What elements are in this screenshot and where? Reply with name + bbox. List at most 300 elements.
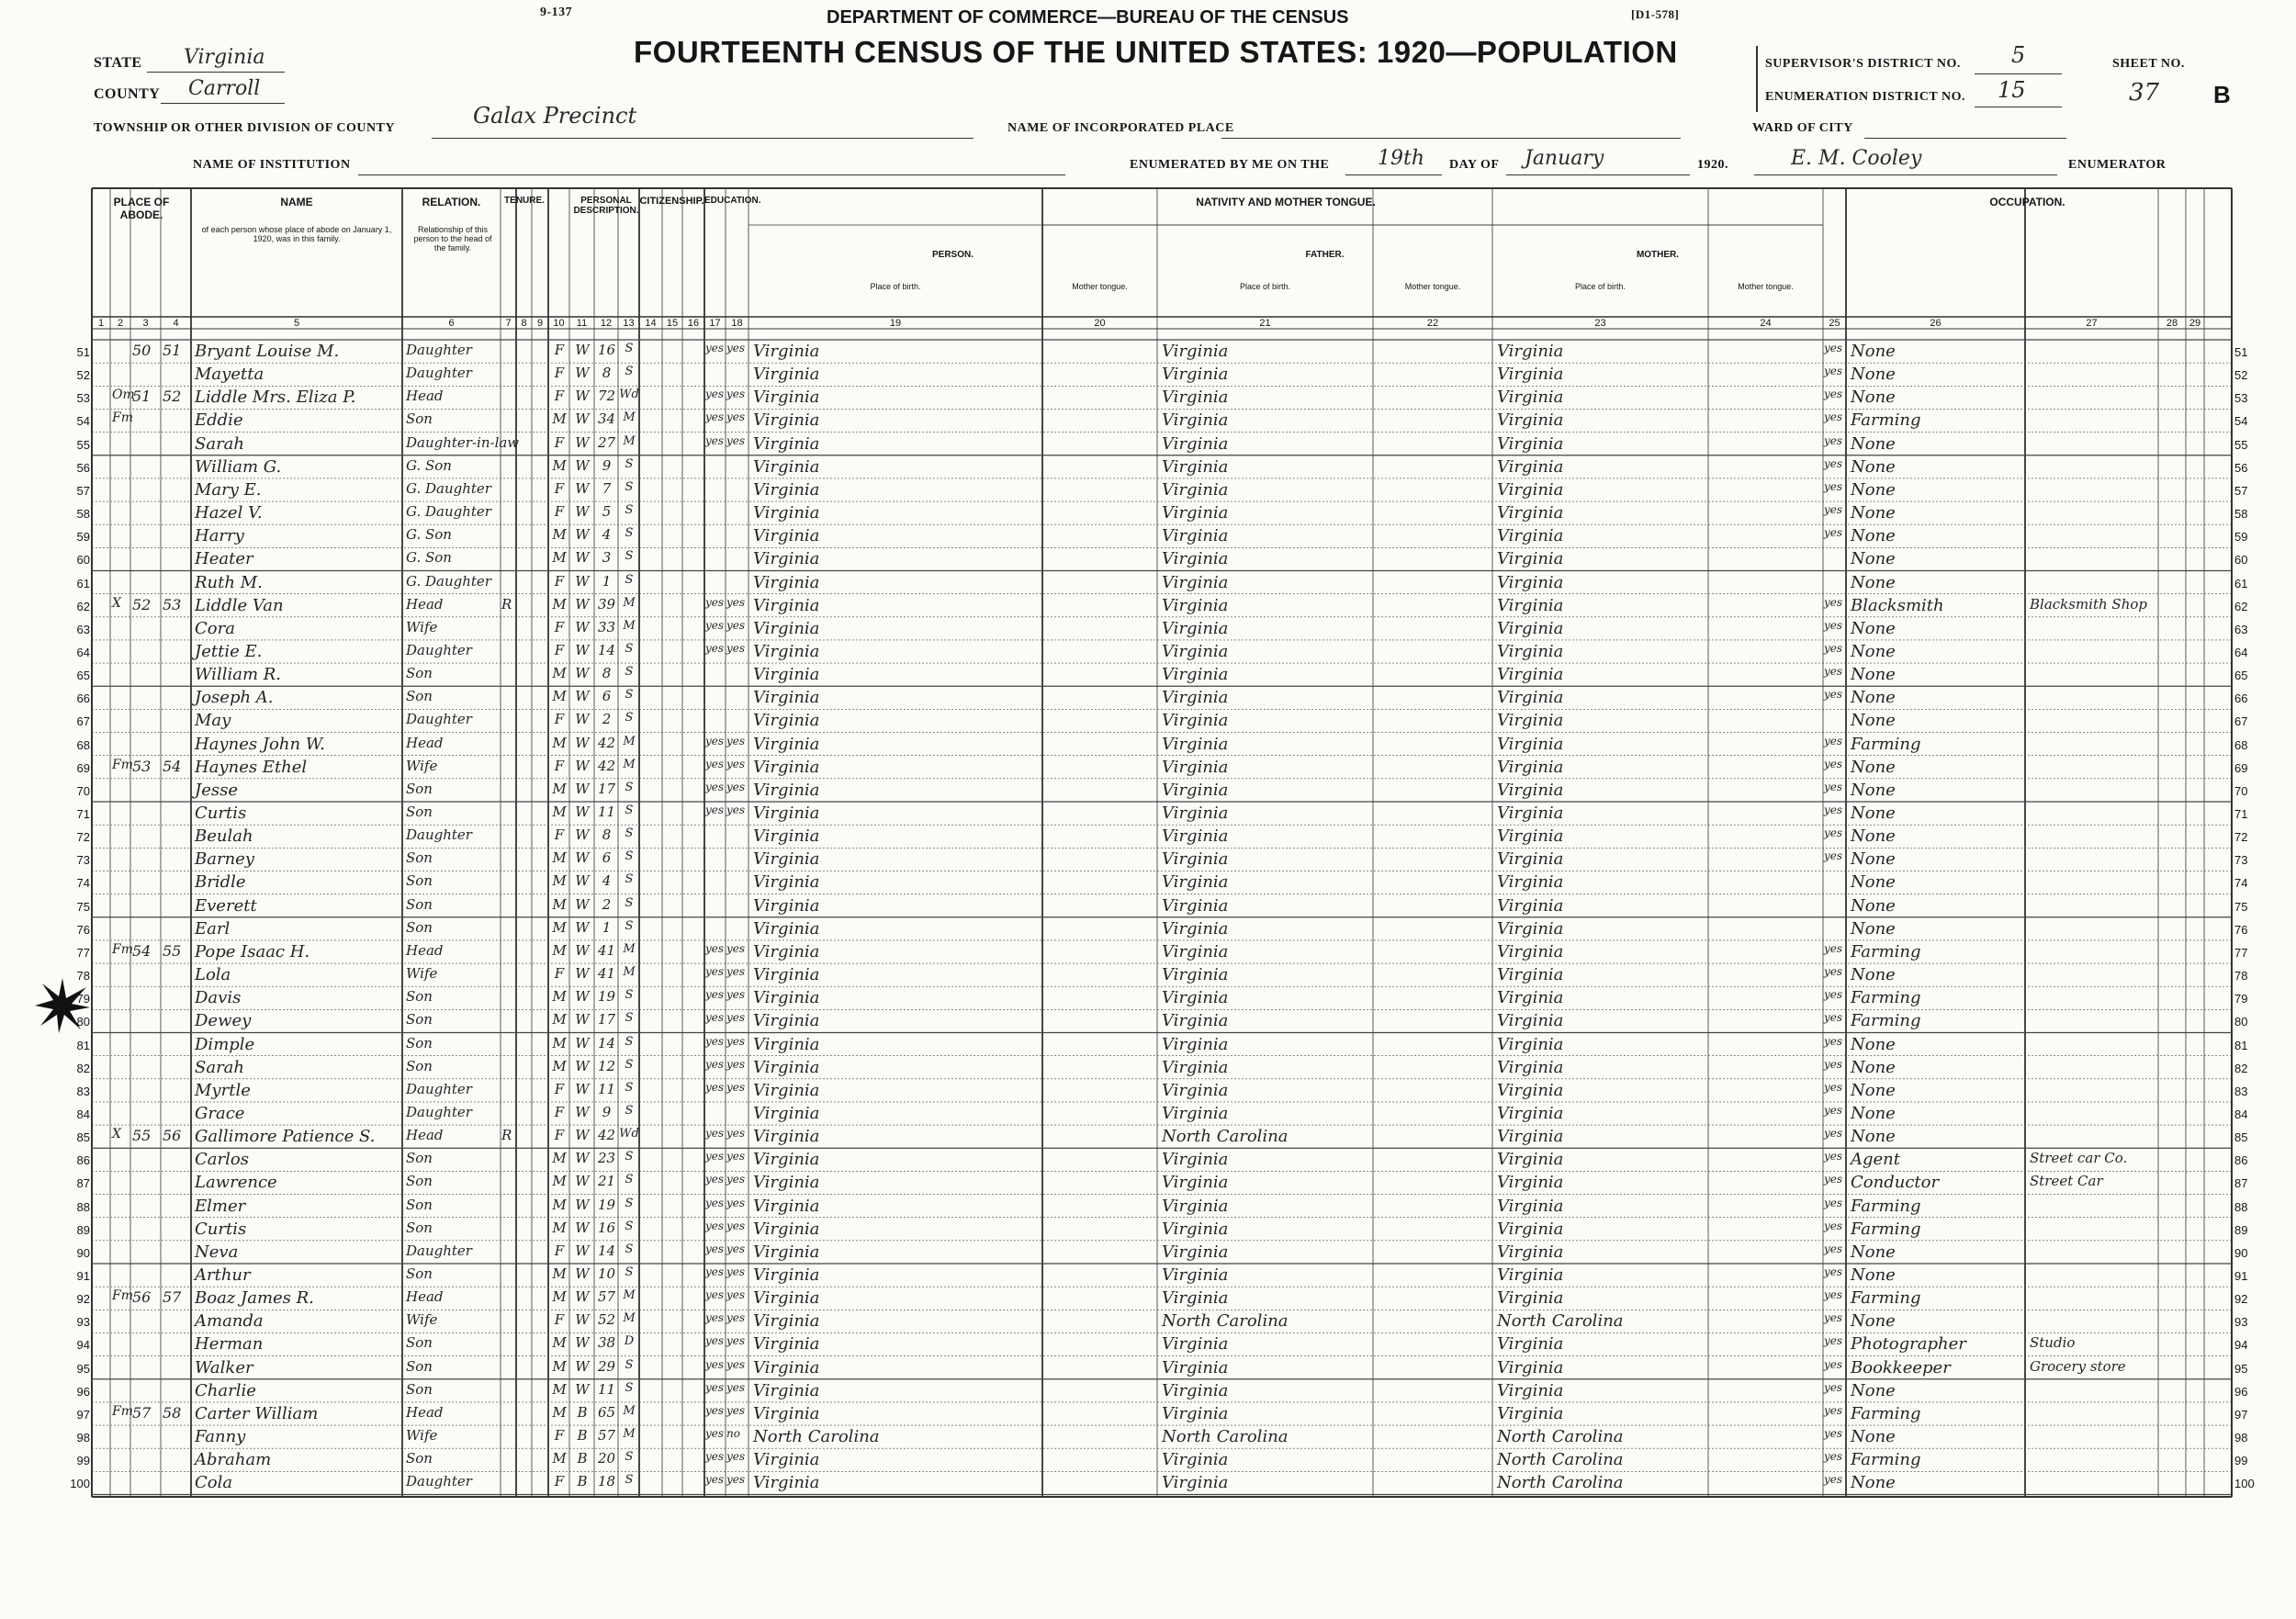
can-write: yes [726, 1242, 746, 1255]
race: W [575, 1173, 590, 1190]
can-write: yes [726, 1150, 746, 1164]
relation: Son [406, 1357, 433, 1375]
relation: Daughter [406, 826, 472, 844]
race: W [575, 479, 590, 497]
line-number-right: 64 [2234, 645, 2248, 659]
line-number-right: 81 [2234, 1038, 2248, 1052]
place-of-birth: Virginia [753, 549, 820, 569]
line-number-right: 51 [2234, 345, 2248, 359]
can-write: yes [726, 410, 746, 424]
speaks-english: yes [1824, 1173, 1843, 1186]
marital-status: S [625, 1357, 634, 1372]
person-name: Curtis [195, 804, 247, 823]
occupation: None [1851, 1427, 1896, 1447]
age: 17 [597, 1011, 616, 1029]
relation: Head [406, 595, 444, 613]
line-number: 58 [76, 507, 90, 522]
line-number-right: 91 [2234, 1269, 2248, 1283]
can-read: yes [705, 780, 725, 793]
sex: F [554, 711, 565, 728]
column-number: 21 [1259, 318, 1271, 329]
father-birthplace: Virginia [1162, 479, 1229, 500]
speaks-english: yes [1824, 665, 1843, 679]
can-read: yes [705, 965, 725, 979]
line-number-right: 86 [2234, 1153, 2248, 1168]
can-read: yes [705, 757, 725, 770]
can-read: yes [705, 1080, 725, 1094]
marital-status: M [623, 410, 636, 425]
person-name: Beulah [195, 826, 253, 847]
column-number: 18 [731, 318, 743, 329]
can-read: yes [705, 1011, 725, 1025]
occupation: None [1851, 572, 1896, 592]
home-status: X [112, 1127, 121, 1142]
father-birthplace: Virginia [1162, 1473, 1229, 1493]
header-education: EDUCATION. [704, 196, 761, 206]
can-read: yes [705, 410, 725, 424]
line-number: 83 [76, 1084, 90, 1098]
line-number: 89 [76, 1222, 90, 1237]
age: 20 [597, 1450, 616, 1467]
header-name: NAME [280, 196, 313, 208]
mother-birthplace: Virginia [1497, 1127, 1564, 1147]
father-birthplace: Virginia [1162, 1034, 1229, 1054]
race: W [575, 918, 590, 936]
line-number: 69 [76, 760, 90, 775]
occupation: None [1851, 456, 1896, 477]
industry: Grocery store [2030, 1357, 2126, 1375]
mother-birthplace: Virginia [1497, 918, 1564, 939]
speaks-english: yes [1824, 826, 1843, 840]
sex: M [552, 1034, 567, 1051]
line-number-right: 53 [2234, 391, 2248, 406]
can-read: yes [705, 1288, 725, 1302]
occupation: Farming [1851, 1219, 1921, 1239]
occupation: None [1851, 1242, 1896, 1262]
mother-birthplace: Virginia [1497, 734, 1564, 754]
speaks-english: yes [1824, 1380, 1843, 1394]
can-read: yes [705, 1219, 725, 1232]
relation: Daughter [406, 1103, 472, 1120]
occupation: None [1851, 665, 1896, 685]
occupation: Farming [1851, 1011, 1921, 1031]
line-number: 85 [76, 1130, 90, 1145]
sex: M [552, 1380, 567, 1398]
can-write: no [726, 1427, 740, 1441]
home-status: Fm [112, 941, 133, 957]
can-read: yes [705, 1196, 725, 1209]
occupation: Farming [1851, 941, 1921, 961]
mother-birthplace: Virginia [1497, 479, 1564, 500]
can-write: yes [726, 1357, 746, 1371]
person-name: Fanny [195, 1427, 246, 1447]
column-number: 9 [536, 318, 544, 329]
sex: F [554, 342, 565, 358]
occupation: None [1851, 872, 1896, 893]
marital-status: S [625, 872, 634, 887]
can-write: yes [726, 804, 746, 816]
enumerator-name: E. M. Cooley [1791, 147, 1922, 170]
mother-birthplace: Virginia [1497, 826, 1564, 847]
mother-birthplace: Virginia [1497, 1219, 1564, 1239]
speaks-english: yes [1824, 734, 1843, 748]
line-number-right: 67 [2234, 714, 2248, 729]
relation: Daughter [406, 342, 472, 358]
relation: Daughter [406, 1242, 472, 1259]
line-number: 63 [76, 622, 90, 636]
line-number-right: 77 [2234, 945, 2248, 960]
person-name: Curtis [195, 1219, 247, 1239]
place-of-birth: Virginia [753, 1311, 820, 1332]
can-read: yes [705, 1357, 725, 1371]
line-number: 84 [76, 1107, 90, 1121]
occupation: None [1851, 965, 1896, 985]
marital-status: S [625, 1173, 634, 1187]
state-label: STATE [94, 55, 142, 71]
home-status: Fm [112, 1288, 133, 1304]
header-relation: RELATION. [422, 196, 481, 208]
column-number: 22 [1426, 318, 1439, 329]
marital-status: S [625, 1150, 634, 1164]
person-name: Sarah [195, 433, 244, 454]
speaks-english: yes [1824, 1403, 1843, 1417]
place-of-birth: Virginia [753, 734, 820, 754]
father-birthplace: Virginia [1162, 826, 1229, 847]
relation: Wife [406, 757, 438, 774]
age: 57 [597, 1427, 616, 1445]
can-read: yes [705, 618, 725, 632]
race: W [575, 1311, 590, 1329]
county-label: COUNTY [94, 86, 161, 102]
father-birthplace: Virginia [1162, 365, 1229, 385]
can-read: yes [705, 1380, 725, 1394]
age: 10 [597, 1265, 616, 1282]
column-number: 25 [1829, 318, 1840, 329]
line-number: 65 [76, 669, 90, 683]
place-of-birth: Virginia [753, 1150, 820, 1170]
township-label: TOWNSHIP OR OTHER DIVISION OF COUNTY [94, 121, 395, 135]
speaks-english: yes [1824, 641, 1843, 655]
father-birthplace: Virginia [1162, 1103, 1229, 1123]
race: W [575, 872, 590, 890]
speaks-english: yes [1824, 433, 1843, 447]
age: 2 [602, 711, 612, 728]
sex: F [554, 433, 565, 451]
person-name: Arthur [195, 1265, 251, 1285]
person-name: Jesse [195, 780, 238, 800]
can-write: yes [726, 433, 746, 447]
column-number: 6 [448, 318, 455, 329]
line-number-right: 63 [2234, 622, 2248, 636]
occupation: Farming [1851, 1196, 1921, 1216]
speaks-english: yes [1824, 1334, 1843, 1348]
place-of-birth: Virginia [753, 1450, 820, 1470]
line-number: 52 [76, 368, 90, 383]
can-read: yes [705, 941, 725, 955]
relation: Son [406, 804, 433, 820]
line-number-right: 70 [2234, 783, 2248, 798]
sex: F [554, 1127, 565, 1144]
column-number: 14 [645, 318, 657, 329]
line-number-right: 68 [2234, 737, 2248, 752]
mother-birthplace: Virginia [1497, 1334, 1564, 1355]
township-value: Galax Precinct [473, 103, 637, 129]
line-number-right: 74 [2234, 876, 2248, 891]
age: 2 [602, 895, 612, 913]
relation: Son [406, 872, 433, 890]
marital-status: S [625, 641, 634, 656]
column-number: 15 [666, 318, 679, 329]
father-birthplace: Virginia [1162, 1265, 1229, 1285]
sex: F [554, 826, 565, 844]
line-number-right: 92 [2234, 1292, 2248, 1307]
father-birthplace: Virginia [1162, 1080, 1229, 1100]
can-read: yes [705, 1173, 725, 1186]
marital-status: M [623, 595, 636, 610]
incorporated-label: NAME OF INCORPORATED PLACE [1007, 121, 1234, 135]
line-number-right: 84 [2234, 1107, 2248, 1121]
mother-birthplace: Virginia [1497, 618, 1564, 638]
speaks-english: yes [1824, 618, 1843, 632]
occupation: None [1851, 1265, 1896, 1285]
dwelling-number: 56 [132, 1288, 152, 1307]
marital-status: S [625, 365, 634, 379]
person-name: Davis [195, 988, 242, 1008]
marital-status: S [625, 1473, 634, 1488]
line-number-right: 93 [2234, 1315, 2248, 1330]
age: 27 [597, 433, 616, 451]
mother-birthplace: Virginia [1497, 1011, 1564, 1031]
person-name: Sarah [195, 1057, 244, 1077]
marital-status: M [623, 1288, 636, 1303]
sex: F [554, 503, 565, 521]
relation: Son [406, 1219, 433, 1236]
marital-status: S [625, 918, 634, 933]
sex: F [554, 365, 565, 382]
age: 3 [602, 549, 612, 567]
person-name: Charlie [195, 1380, 256, 1400]
person-name: Walker [195, 1357, 253, 1377]
relation: Son [406, 895, 433, 913]
occupation: None [1851, 388, 1896, 408]
sex: M [552, 918, 567, 936]
speaks-english: yes [1824, 1450, 1843, 1464]
mother-birthplace: Virginia [1497, 1357, 1564, 1377]
sex: F [554, 1103, 565, 1120]
person-name: Boaz James R. [195, 1288, 314, 1309]
line-number-right: 85 [2234, 1130, 2248, 1145]
mother-birthplace: Virginia [1497, 641, 1564, 661]
father-birthplace: North Carolina [1162, 1427, 1289, 1447]
marital-status: Wd [619, 1127, 639, 1141]
family-number: 55 [163, 941, 182, 960]
person-name: Cora [195, 618, 235, 638]
race: W [575, 410, 590, 428]
age: 34 [597, 410, 616, 428]
place-of-birth: Virginia [753, 1334, 820, 1355]
age: 72 [597, 388, 616, 405]
person-name: Ruth M. [195, 572, 263, 592]
mother-birthplace: Virginia [1497, 1057, 1564, 1077]
age: 16 [597, 1219, 616, 1236]
age: 23 [597, 1150, 616, 1167]
father-birthplace: Virginia [1162, 1403, 1229, 1423]
mother-birth-label: Place of birth. [1574, 282, 1626, 291]
race: W [575, 456, 590, 474]
occupation: None [1851, 526, 1896, 546]
place-of-birth: Virginia [753, 988, 820, 1008]
father-birthplace: Virginia [1162, 388, 1229, 408]
mother-birthplace: Virginia [1497, 1288, 1564, 1309]
relation: Son [406, 665, 433, 682]
occupation: None [1851, 1034, 1896, 1054]
mother-birthplace: Virginia [1497, 1196, 1564, 1216]
age: 5 [602, 503, 612, 521]
person-name: Carter William [195, 1403, 319, 1423]
occupation: None [1851, 895, 1896, 916]
speaks-english: yes [1824, 1150, 1843, 1164]
sex: M [552, 688, 567, 705]
speaks-english: yes [1824, 503, 1843, 517]
place-of-birth: Virginia [753, 595, 820, 615]
line-number: 54 [76, 414, 90, 429]
line-number: 66 [76, 691, 90, 706]
place-of-birth: Virginia [753, 526, 820, 546]
can-write: yes [726, 988, 746, 1002]
column-number: 24 [1760, 318, 1772, 329]
race: W [575, 965, 590, 983]
can-read: yes [705, 1127, 725, 1141]
speaks-english: yes [1824, 1196, 1843, 1209]
father-birthplace: Virginia [1162, 1242, 1229, 1262]
place-of-birth: Virginia [753, 826, 820, 847]
person-name: Haynes John W. [195, 734, 325, 754]
sex: M [552, 410, 567, 428]
relation: Head [406, 388, 444, 405]
sheet-side: B [2213, 81, 2231, 108]
age: 14 [597, 641, 616, 658]
occupation: Farming [1851, 410, 1921, 431]
relation: Daughter [406, 711, 472, 728]
sex: M [552, 1357, 567, 1375]
age: 33 [597, 618, 616, 635]
person-name: Mary E. [195, 479, 262, 500]
occupation: None [1851, 711, 1896, 731]
line-number: 73 [76, 853, 90, 868]
occupation: Farming [1851, 988, 1921, 1008]
marital-status: M [623, 1427, 636, 1442]
column-number: 2 [117, 318, 124, 329]
occupation: None [1851, 503, 1896, 523]
father-birthplace: Virginia [1162, 965, 1229, 985]
sex: F [554, 618, 565, 635]
age: 1 [602, 572, 612, 590]
race: W [575, 1219, 590, 1236]
family-number: 57 [163, 1288, 182, 1307]
age: 9 [602, 1103, 612, 1120]
father-birthplace: Virginia [1162, 641, 1229, 661]
speaks-english: yes [1824, 965, 1843, 979]
age: 42 [597, 734, 616, 751]
line-number: 71 [76, 807, 90, 821]
marital-status: S [625, 1034, 634, 1049]
can-write: yes [726, 734, 746, 748]
race: W [575, 780, 590, 797]
can-write: yes [726, 1127, 746, 1141]
mother-birthplace: Virginia [1497, 410, 1564, 431]
sex: M [552, 872, 567, 890]
marital-status: Wd [619, 388, 639, 402]
line-number: 93 [76, 1315, 90, 1330]
dwelling-number: 55 [132, 1127, 152, 1145]
marital-status: S [625, 1380, 634, 1395]
age: 14 [597, 1242, 616, 1259]
line-number: 98 [76, 1431, 90, 1445]
can-read: yes [705, 1150, 725, 1164]
mother-birthplace: Virginia [1497, 1380, 1564, 1400]
mother-birthplace: Virginia [1497, 1265, 1564, 1285]
line-number-right: 65 [2234, 669, 2248, 683]
can-read: yes [705, 1473, 725, 1487]
speaks-english: yes [1824, 688, 1843, 702]
can-write: yes [726, 1265, 746, 1278]
place-of-birth: Virginia [753, 1034, 820, 1054]
line-number: 59 [76, 530, 90, 545]
dwelling-number: 50 [132, 342, 152, 359]
father-birthplace: Virginia [1162, 1450, 1229, 1470]
marital-status: S [625, 1011, 634, 1026]
age: 29 [597, 1357, 616, 1375]
place-of-birth: Virginia [753, 1242, 820, 1262]
mother-birthplace: Virginia [1497, 1173, 1564, 1193]
marital-status: S [625, 479, 634, 494]
father-birthplace: Virginia [1162, 1173, 1229, 1193]
occupation: Farming [1851, 1450, 1921, 1470]
age: 6 [602, 849, 612, 867]
person-tongue-label: Mother tongue. [1072, 282, 1128, 291]
place-of-birth: Virginia [753, 388, 820, 408]
age: 8 [602, 365, 612, 382]
race: W [575, 433, 590, 451]
can-write: yes [726, 1450, 746, 1464]
relation: Son [406, 1034, 433, 1051]
marital-status: S [625, 895, 634, 910]
home-status: Fm [112, 410, 133, 426]
line-number-right: 78 [2234, 969, 2248, 984]
header-place-of-abode: PLACE OF ABODE. [113, 196, 170, 221]
father-birthplace: Virginia [1162, 918, 1229, 939]
father-birthplace: Virginia [1162, 757, 1229, 777]
sex: M [552, 595, 567, 613]
age: 57 [597, 1288, 616, 1306]
father-birthplace: Virginia [1162, 456, 1229, 477]
sex: M [552, 780, 567, 797]
marital-status: S [625, 549, 634, 564]
mother-birthplace: Virginia [1497, 780, 1564, 800]
home-status: X [112, 595, 121, 611]
line-number-right: 73 [2234, 853, 2248, 868]
occupation: Farming [1851, 1288, 1921, 1309]
age: 7 [602, 479, 612, 497]
line-number: 81 [76, 1038, 90, 1052]
speaks-english: yes [1824, 941, 1843, 955]
father-birthplace: Virginia [1162, 665, 1229, 685]
can-read: yes [705, 1450, 725, 1464]
marital-status: S [625, 342, 634, 355]
mother-birthplace: Virginia [1497, 941, 1564, 961]
sex: M [552, 849, 567, 867]
mother-birthplace: Virginia [1497, 895, 1564, 916]
